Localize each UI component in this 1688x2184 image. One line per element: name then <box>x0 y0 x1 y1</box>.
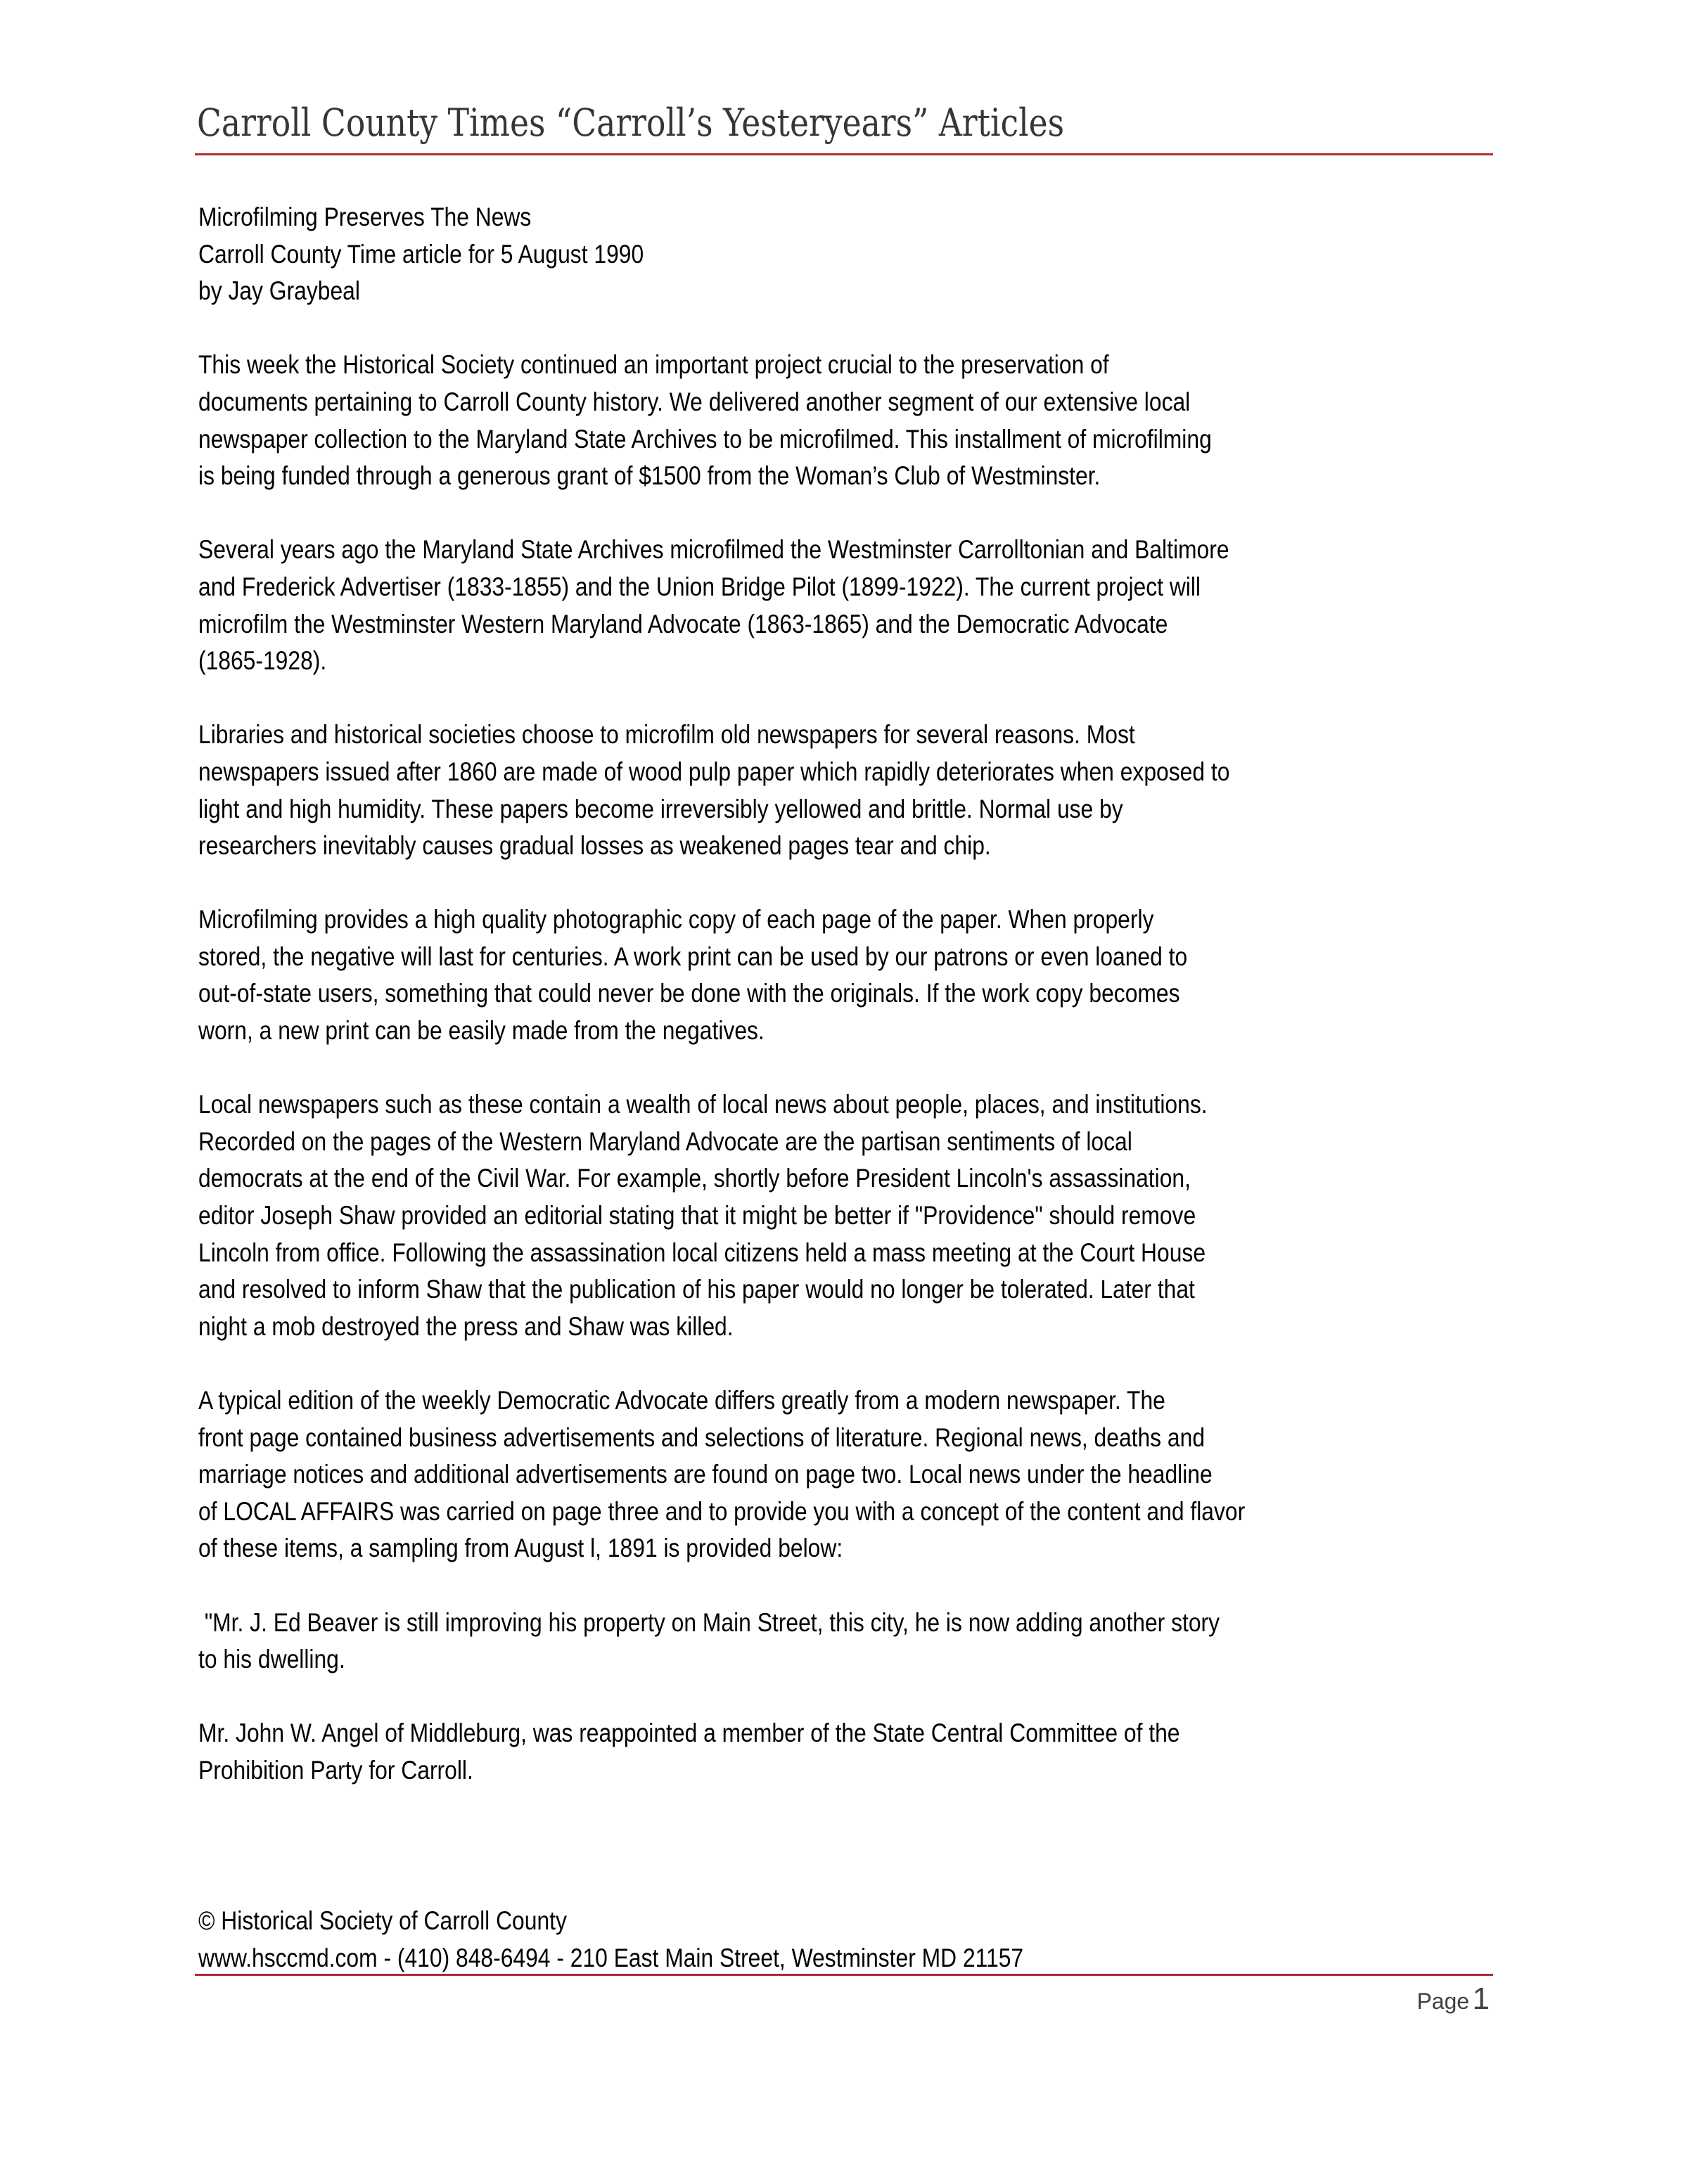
paragraph-line: Recorded on the pages of the Western Maryland Advocate are the partisan sentiments of local <box>198 1126 1132 1156</box>
paragraph-line: Prohibition Party for Carroll. <box>198 1755 473 1785</box>
header-rule <box>195 153 1493 155</box>
paragraph-line: Mr. John W. Angel of Middleburg, was reappointed a member of the State Central Committee of the <box>198 1719 1180 1748</box>
paragraph-line: newspaper collection to the Maryland State Archives to be microfilmed. This installment of microfilming <box>198 424 1212 454</box>
paragraph-line: marriage notices and additional advertisements are found on page two. Local news under the headline <box>198 1460 1213 1489</box>
paragraph-line: of LOCAL AFFAIRS was carried on page three and to provide you with a concept of the content and flavor <box>198 1496 1246 1526</box>
paragraph-line: Lincoln from office. Following the assassination local citizens held a mass meeting at the Court House <box>198 1238 1206 1267</box>
paragraph-line: (1865-1928). <box>198 646 327 676</box>
page-number <box>1417 1981 1490 2017</box>
paragraph-line: light and high humidity. These papers become irreversibly yellowed and brittle. Normal use by <box>198 794 1123 823</box>
paragraph-3 <box>198 717 1500 864</box>
paragraph-line: out-of-state users, something that could never be done with the originals. If the work copy becomes <box>198 979 1180 1008</box>
paragraph-1 <box>198 347 1500 494</box>
paragraph-5 <box>198 1086 1500 1345</box>
paragraph-line: "Mr. J. Ed Beaver is still improving his property on Main Street, this city, he is now adding another story <box>198 1607 1220 1637</box>
paragraph-line: is being funded through a generous grant of $1500 from the Woman’s Club of Westminster. <box>198 461 1101 491</box>
page-number-label: Page <box>1417 1989 1470 2014</box>
page-number-value: 1 <box>1472 1981 1490 2016</box>
footer-contact: www.hsccmd.com - (410) 848-6494 - 210 East Main Street, Westminster MD 21157 <box>198 1944 1024 1972</box>
paragraph-line: microfilm the Westminster Western Maryland Advocate (1863-1865) and the Democratic Advocate <box>198 609 1168 638</box>
footer-rule <box>195 1974 1493 1976</box>
paragraph-line: worn, a new print can be easily made from the negatives. <box>198 1016 765 1046</box>
paragraph-line: front page contained business advertisements and selections of literature. Regional news, deaths and <box>198 1422 1206 1452</box>
article-body <box>198 199 1500 1826</box>
paragraph-line: Microfilming provides a high quality photographic copy of each page of the paper. When properly <box>198 905 1154 934</box>
quote-item-2 <box>198 1715 1500 1789</box>
paragraph-line: A typical edition of the weekly Democratic Advocate differs greatly from a modern newspaper. The <box>198 1386 1165 1415</box>
paragraph-line: editor Joseph Shaw provided an editorial stating that it might be better if "Providence" should remove <box>198 1201 1196 1231</box>
paragraph-2 <box>198 532 1500 679</box>
paragraph-line: This week the Historical Society continued an important project crucial to the preservation of <box>198 350 1109 380</box>
paragraph-line: night a mob destroyed the press and Shaw was killed. <box>198 1311 734 1341</box>
paragraph-line: Libraries and historical societies choose to microfilm old newspapers for several reasons. Most <box>198 720 1135 750</box>
paragraph-4 <box>198 901 1500 1049</box>
running-header-title: Carroll County Times “Carroll’s Yesteryears” Articles <box>197 101 1065 145</box>
paragraph-line: Several years ago the Maryland State Archives microfilmed the Westminster Carrolltonian and Baltimore <box>198 535 1229 565</box>
page-footer <box>198 1902 1158 1977</box>
article-title: Microfilming Preserves The News <box>198 203 532 231</box>
paragraph-line: documents pertaining to Carroll County history. We delivered another segment of our extensive local <box>198 387 1191 416</box>
paragraph-6 <box>198 1382 1500 1567</box>
paragraph-line: democrats at the end of the Civil War. For example, shortly before President Lincoln's assassination, <box>198 1164 1191 1193</box>
quote-item-1 <box>198 1605 1500 1678</box>
paragraph-line: and resolved to inform Shaw that the publication of his paper would no longer be tolerated. Later that <box>198 1275 1195 1304</box>
paragraph-line: of these items, a sampling from August l, 1891 is provided below: <box>198 1534 843 1563</box>
paragraph-line: researchers inevitably causes gradual losses as weakened pages tear and chip. <box>198 831 991 861</box>
article-heading-block <box>198 199 1500 310</box>
paragraph-line: to his dwelling. <box>198 1645 345 1674</box>
article-byline: by Jay Graybeal <box>198 276 360 306</box>
paragraph-line: and Frederick Advertiser (1833-1855) and the Union Bridge Pilot (1899-1922). The current project will <box>198 572 1201 601</box>
paragraph-line: stored, the negative will last for centuries. A work print can be used by our patrons or even loaned to <box>198 942 1188 971</box>
paragraph-line: Local newspapers such as these contain a wealth of local news about people, places, and institutions. <box>198 1090 1208 1119</box>
article-subtitle: Carroll County Time article for 5 August 1990 <box>198 239 644 269</box>
paragraph-line: newspapers issued after 1860 are made of wood pulp paper which rapidly deteriorates when exposed to <box>198 757 1230 786</box>
footer-copyright: © Historical Society of Carroll County <box>198 1906 567 1935</box>
